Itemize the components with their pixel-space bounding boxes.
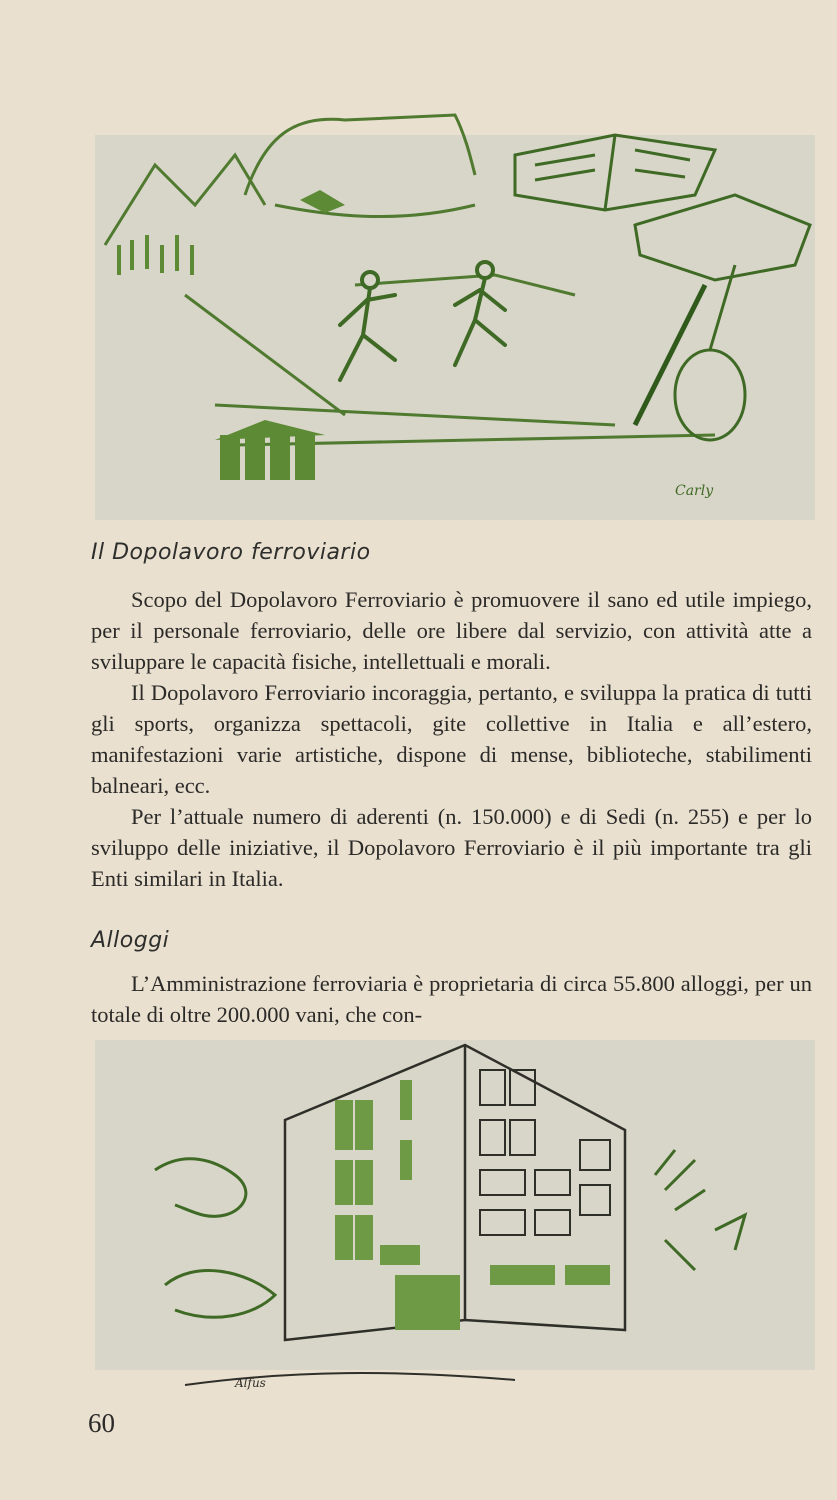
paragraph: Per l’attuale numero di aderenti (n. 150.000) e di Sedi (n. 255) e per lo sviluppo delle iniziative, il Dopolavoro Ferroviario è il più importante tra gli Enti similari in Italia.	[91, 804, 812, 891]
paragraph: Il Dopolavoro Ferroviario incoraggia, pertanto, e sviluppa la pratica di tutti gli sports, organizza spettacoli, gite collettive in Italia e all’estero, manifestazioni varie artistiche, dispone di mense, biblioteche, stabilimenti balneari, ecc.	[91, 680, 812, 798]
section-body	[91, 584, 812, 894]
section-title: Il Dopolavoro ferroviario	[91, 540, 371, 565]
leisure-activities-illustration	[95, 95, 815, 525]
housing-building-illustration	[95, 1040, 815, 1400]
illustration-signature: Alfus	[235, 1376, 266, 1390]
section-title: Alloggi	[91, 928, 170, 953]
section-body	[91, 968, 812, 1030]
paragraph: L’Amministrazione ferroviaria è proprietaria di circa 55.800 alloggi, per un totale di oltre 200.000 vani, che con-	[91, 971, 812, 1027]
paragraph: Scopo del Dopolavoro Ferroviario è promuovere il sano ed utile impiego, per il personale ferroviario, delle ore libere dal servizio, con attività atte a sviluppare le capacità fisiche, intellettuali e morali.	[91, 587, 812, 674]
page-number: 60	[88, 1408, 115, 1438]
illustration-signature: Carly	[675, 483, 714, 499]
